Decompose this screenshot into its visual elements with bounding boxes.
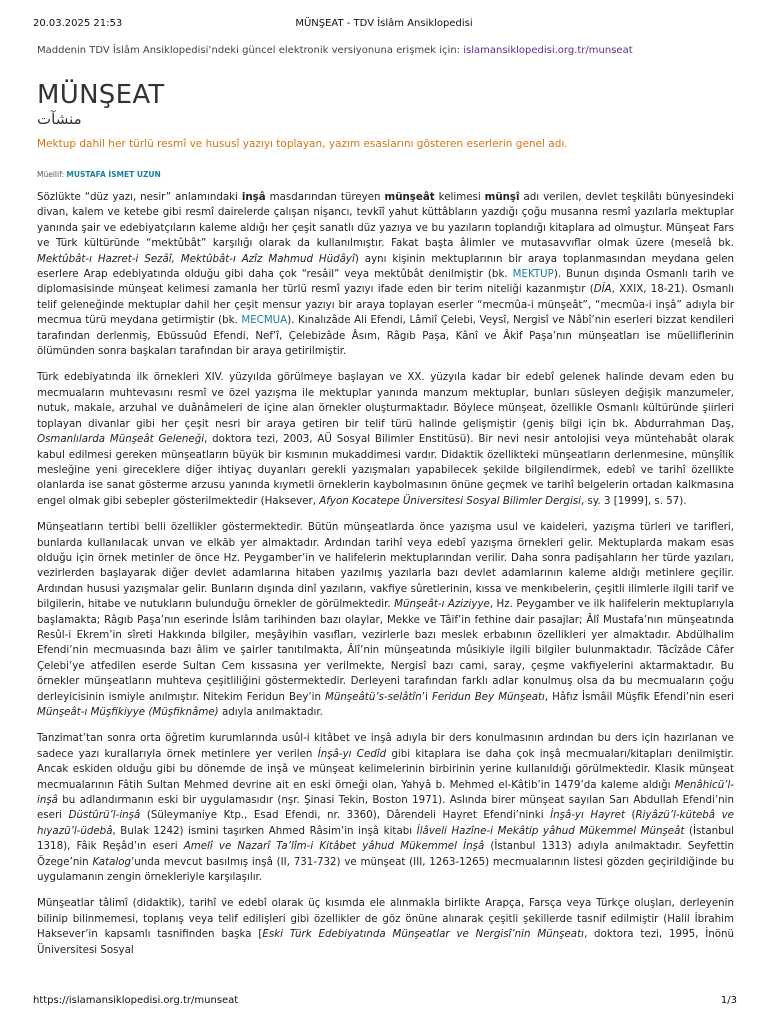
article-summary: Mektup dahil her türlü resmî ve hususî yazıyı toplayan, yazım esaslarını gösteren eserlerin genel adı. <box>37 138 568 150</box>
italic-title: İnşâ-yı Cedîd <box>317 747 387 760</box>
italic-title: Düstûrü’l-inşâ <box>68 809 141 822</box>
text-run: ) aynı kişinin mektuplarının bir araya toplanmasından meydana gelen eserlere Arap edebiyatında olduğu gibi daha çok “resâil” veya mektûbât denilmiştir (bk. <box>37 252 734 281</box>
text-run: kelimesi <box>434 191 485 203</box>
text-run: , Hâfız İsmâil Müşfik Efendi’nin eseri <box>544 690 734 703</box>
text-run: Tanzimat’tan sonra orta öğretim kurumlarında usûl-i kitâbet ve inşâ adıyla bir ders konulmasının ardından bu ders için hazırlanan ve sadece yazı kurallarıyla örnek metinlere yer verilen <box>37 732 734 760</box>
text-run: ’unda mevcut basılmış inşâ (II, 731-732) ve münşeat (III, 1263-1265) mecmualarının listesi gözden geçirildiğinde bu uygulamanın zengin örnekleriyle karşılaşılır. <box>37 855 734 884</box>
paragraph-2 <box>37 370 734 509</box>
author-label: Müellif: <box>37 170 64 179</box>
print-header <box>0 18 768 32</box>
text-run: (Süleymaniye Ktp., Esad Efendi, nr. 3360), Dârendeli Hayret Efendi’ninki <box>140 809 551 822</box>
text-run: Türk edebiyatında ilk örnekleri XIV. yüzyılda görülmeye başlayan ve XX. yüzyıla kadar bir edebî gelenek halinde devam eden bu mecmuaların muhtevasını resmî ve özel yazışma ile mektuplar yanında manzum mektuplar, bunları süsleyen değişik manzumeler, nutuk, makale, arzuhal ve duânâmeleri de içine alan örnekler oluşturmaktadır. Böylece münşeat, özellikle Osmanlı kültüründe şiirleri toplayan divanlar gibi her çeşit nesri bir araya getiren bir telif türü halinde gelişmiştir (geniş bilgi için bk. Abdurrahman Daş, <box>37 371 734 430</box>
link-mecmua[interactable]: MECMUA <box>241 314 288 327</box>
text-run: masdarından türeyen <box>265 191 385 203</box>
print-doc-title: MÜNŞEAT - TDV İslâm Ansiklopedisi <box>295 18 473 29</box>
text-run: , sy. 3 [1999], s. 57). <box>581 494 687 507</box>
print-footer <box>0 995 768 1009</box>
italic-title: Mektûbât-ı Hazret-i Sezâî, Mektûbât-ı Azîz Mahmud Hüdâyî <box>37 252 355 265</box>
text-run: gibi kitaplara ise daha çok inşâ mecmuaları/kitapları denilmiştir. Ancak eskiden olduğu gibi bu dönemde de inşâ ve münşeat kelimelerinin birbirinin yerine kullanıldığı görülmektedir. Klasik münşeat mecmualarının Fâtih Sultan Mehmed devrine ait en eski örneği olan, Yahyâ b. Mehmed el-Kâtib’in 1479’da kaleme aldığı <box>37 747 735 791</box>
text-run: (İstanbul 1318), Fâik Reşâd’ın eseri <box>37 824 734 853</box>
text-run: ’i <box>421 690 432 703</box>
text-run: Münşeatların tertibi belli özellikler göstermektedir. Bütün münşeatlarda önce yazışma usul ve kaideleri, yazışma türleri ve tarifleri, bunlarda kullanılacak unvan ve elkāb yer almaktadır. Ardından tarihî veya edebî yazışma örnekleri gelir. Mektuplarda makam esas olduğu için örnek metinler de önce Hz. Peygamber’in ve halifelerin mektuplarından verilir. Daha sonra padişahların her türde yazıları, vezirlerden başlayarak diğer devlet adamlarına hitaben yazılmış yazılarla bazı devlet adamlarının kaleme aldığı metinlere geçilir. Ardından hususi yazışmalar gelir. Bunların dışında dinî yazıların, vakfiye sûretlerinin, kıssa ve menkıbelerin, çeşitli ilimlerle ilgili tarif ve bilgilerin, hitabe ve nutukların bulunduğu örnekler de görülmektedir. <box>37 521 734 611</box>
italic-title: Eski Türk Edebiyatında Münşeatlar ve Nergisî’nin Münşeatı <box>262 928 584 941</box>
text-run: bu adlandırmanın eski bir uygulamasıdır (nşr. Şinasi Tekin, Boston 1971). Aslında birer münşeat sayılan Sarı Abdullah Efendi’nin eseri <box>37 794 734 822</box>
italic-title: Feridun Bey Münşeatı <box>431 690 545 703</box>
paragraph-1 <box>37 190 734 359</box>
italic-title: Münşeât-ı Müşfikiyye (Müşfiknâme) <box>37 706 219 718</box>
italic-title: DİA <box>593 283 612 296</box>
text-run: (İstanbul 1313) adıyla anılmaktadır. Seyfettin Özege’nin <box>37 840 734 868</box>
author-name[interactable]: MUSTAFA İSMET UZUN <box>66 170 161 179</box>
italic-title: İlâveli Hazîne-i Mekâtip yâhud Mükemmel Münşeât <box>416 824 685 837</box>
version-notice <box>37 45 633 56</box>
text-run: , doktora tezi, 2003, AÜ Sosyal Bilimler Enstitüsü). Bir nevi nesir antolojisi veya müntehabât olarak kabul edilmesi gereken münşeatların büyük bir kısmının mukaddimesi vardır. Didaktik özellikteki münşeatların derlenmesine, münşîlik mesleğine yeni gireceklere diğer ihtiyaç duyanları gerekli yazışmaları yapabilecek şekilde bilgilendirmek, edebî ve tarihî özellikte olanlarda ise sanat gösterme arzusu yanında kıymetli örneklerin kaybolmasının önüne geçmek ve tarihî belgelerin ortadan kalkmasına engel olmak gibi sebepler gösterilmektedir (Haksever, <box>37 433 735 507</box>
paragraph-4 <box>37 731 734 885</box>
text-run: adı verilen, devlet teşkilâtı bünyesindeki divan, kalem ve ketebe gibi resmî dairelerde çalışan nişancı, tevkīî yahut küttâbların yazdığı çoğu musanna resmî yazılarla mektuplar yanında şair ve edebiyatçıların kaleme aldığı her çeşit sanatlı düz yazıya ve bu yazıların toplandığı kitaplara ad olmuştur. Münşeat Fars ve Türk kültüründe “mektûbât” karşılığı olarak da kullanılmıştır. Fakat başta âlimler ve mutasavvıflar olmak üzere (meselâ bk. <box>37 191 734 250</box>
arabic-title: منشآت <box>37 110 82 128</box>
text-run: , XXIX, 18-21). Osmanlı telif geleneğinde mektuplar dahil her çeşit mensur yazıyı bir araya toplayan eserler “mecmûa-i münşeât”, “mecmûa-i inşâ” adıyla bir mecmua türü meydana getirmiştir (bk. <box>37 283 734 327</box>
bold-term: inşâ <box>241 191 266 203</box>
paragraph-5 <box>37 896 734 958</box>
italic-title: Amelî ve Nazarî Ta’lîm-i Kitâbet yâhud Mükemmel İnşâ <box>183 840 485 853</box>
italic-title: İnşâ-yı Hayret <box>550 809 625 822</box>
page-number: 1/3 <box>720 995 737 1006</box>
notice-text: Maddenin TDV İslâm Ansiklopedisi’ndeki güncel elektronik versiyonuna erişmek için: <box>37 45 461 56</box>
text-run: adıyla anılmaktadır. <box>218 706 323 718</box>
text-run: Münşeatlar tâlimî (didaktik), tarihî ve edebî olarak üç kısımda ele alınmakla birlikte Arapça, Farsça veya Türkçe oluşları, derleyenin bilinip bilinmemesi, toplanış veya telif edilişleri gibi özellikler de göz önüne alınarak çeşitli şekillerde tasnif edilmiştir (Halil İbrahim Haksever’in kapsamlı tasnifinden başka [ <box>37 897 734 941</box>
text-run: ( <box>624 809 636 822</box>
print-datetime: 20.03.2025 21:53 <box>33 18 123 29</box>
article-body <box>37 190 734 969</box>
italic-title: Afyon Kocatepe Üniversitesi Sosyal Bilimler Dergisi <box>319 494 582 507</box>
italic-title: Münşeâtü’s-selâtîn <box>325 690 422 703</box>
notice-link[interactable]: islamansiklopedisi.org.tr/munseat <box>463 45 633 56</box>
link-mektup[interactable]: MEKTUP <box>512 268 554 281</box>
text-run: Sözlükte “düz yazı, nesir” anlamındaki <box>37 191 242 203</box>
bold-term: münşeât <box>384 191 435 203</box>
italic-title: Menâhicü’l-inşâ <box>37 778 734 807</box>
article-title: MÜNŞEAT <box>37 80 165 110</box>
author-line <box>37 170 161 179</box>
italic-title: Osmanlılarda Münşeât Geleneği <box>37 433 205 446</box>
text-run: ). Bunun dışında Osmanlı tarih ve diplomasisinde münşeat kelimesi zamanla her türlü resmî yazıyı ifade eden bir terim niteliği kazanmıştır ( <box>37 268 734 296</box>
text-run: , doktora tezi, 1995, İnönü Üniversitesi Sosyal <box>37 928 734 956</box>
italic-title: Münşeât-ı Aziziyye <box>394 598 490 611</box>
text-run: ). Kınalızâde Ali Efendi, Lâmiî Çelebi, Veysî, Nergisî ve Nâbî’nin eserleri bizzat kendileri tarafından derlenmiş, Ebüssuûd Efendi, Nef’î, Çelebizâde Âsım, Râgıb Paşa, Kânî ve Âkif Paşa’nın münşeatları ise müelliflerinin ölümünden sonra başkaları tarafından bir araya getirilmiştir. <box>37 314 735 358</box>
print-url: https://islamansiklopedisi.org.tr/munseat <box>33 995 239 1006</box>
paragraph-3 <box>37 520 734 720</box>
text-run: , Bulak 1242) ismini taşırken Ahmed Râsim’in inşâ kitabı <box>112 824 417 837</box>
italic-title: Katalog <box>92 855 132 868</box>
bold-term: münşî <box>484 191 520 203</box>
text-run: , Hz. Peygamber ve ilk halifelerin mektuplarıyla başlamakta; Râgıb Paşa’nın eserinde İslâm tarihinden bazı olaylar, Mekke ve Tâif’in fethine dair pasajlar; Âlî Mustafa’nın münşeatında Resûl-i Ekrem’in sîreti Hakkında bilgiler, meşâyihin vasıfları, vezirlerle bazı meslek erbabının özellikleri yer almaktadır. Abdülhalim Efendi’nin mecmuasında bazı âlim ve şairler tanıtılmakta, Âlî’nin münşeatında mûsikiyle ilgili bilgiler bulunmaktadır. Tâcîzâde Câfer Çelebi’ye atfedilen eserde Sultan Cem kıssasına yer verilmekte, Nergisî bazı cami, saray, çeşme vakfiyelerini aktarmaktadır. Bu örnekler münşeatların muhteva çeşitliliğini göstermektedir. Derleyeni tarafından farklı adlar konulmuş olsa da bu mecmuaların çoğu derleyicisinin ismiyle anılmıştır. Nitekim Feridun Bey’in <box>37 598 734 703</box>
italic-title: Riyâzü’l-kütebâ ve hıyazü’l-üdebâ <box>37 809 734 837</box>
